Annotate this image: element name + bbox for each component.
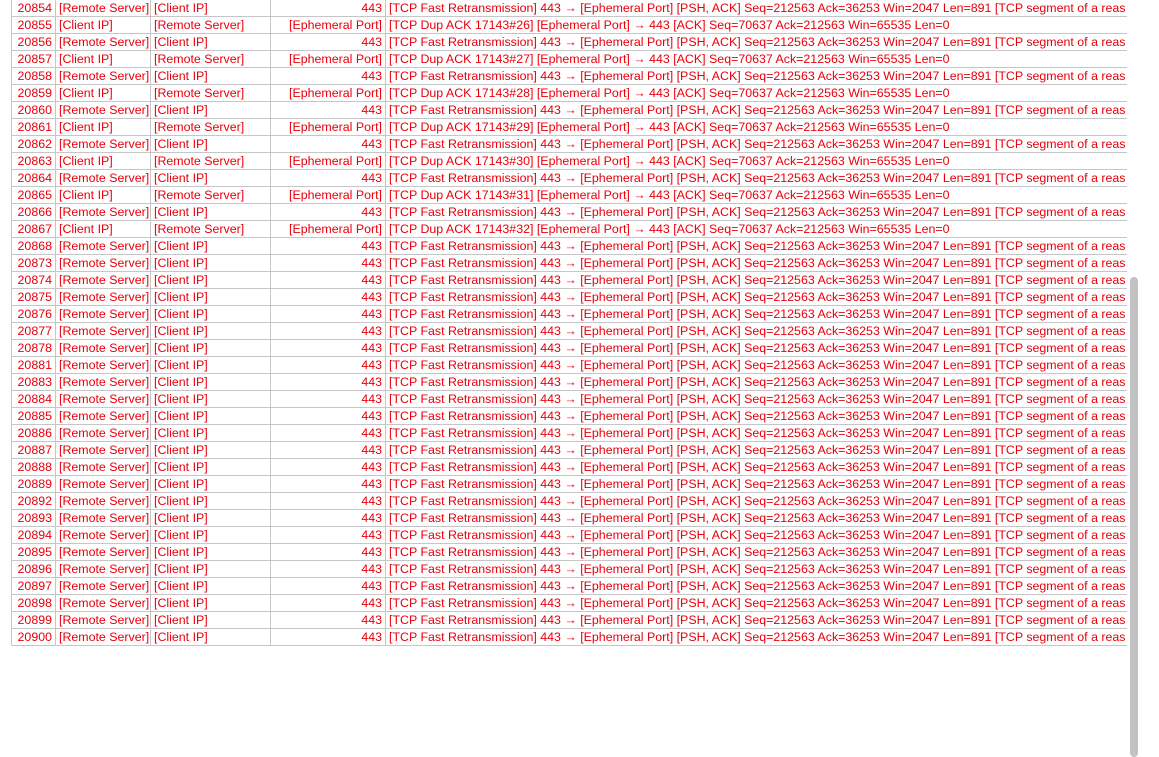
port-cell: 443 bbox=[271, 595, 386, 612]
info-cell: [TCP Fast Retransmission] 443 → [Ephemeral Port] [PSH, ACK] Seq=212563 Ack=36253 Win=2047 Len=891 [TCP segment of a reas bbox=[386, 289, 1128, 306]
table-row[interactable] bbox=[12, 68, 1128, 85]
table-row[interactable] bbox=[12, 85, 1128, 102]
destination-cell: [Client IP] bbox=[151, 102, 271, 119]
info-cell: [TCP Fast Retransmission] 443 → [Ephemeral Port] [PSH, ACK] Seq=212563 Ack=36253 Win=2047 Len=891 [TCP segment of a reas bbox=[386, 272, 1128, 289]
packet-number-cell: 20884 bbox=[12, 391, 56, 408]
source-cell: [Remote Server] bbox=[56, 459, 151, 476]
table-row[interactable] bbox=[12, 272, 1128, 289]
source-cell: [Remote Server] bbox=[56, 612, 151, 629]
port-cell: 443 bbox=[271, 340, 386, 357]
table-row[interactable] bbox=[12, 0, 1128, 17]
source-cell: [Remote Server] bbox=[56, 170, 151, 187]
destination-cell: [Client IP] bbox=[151, 629, 271, 646]
info-cell: [TCP Dup ACK 17143#30] [Ephemeral Port] → 443 [ACK] Seq=70637 Ack=212563 Win=65535 Len=0 bbox=[386, 153, 1128, 170]
info-cell: [TCP Fast Retransmission] 443 → [Ephemeral Port] [PSH, ACK] Seq=212563 Ack=36253 Win=2047 Len=891 [TCP segment of a reas bbox=[386, 612, 1128, 629]
destination-cell: [Client IP] bbox=[151, 612, 271, 629]
info-cell: [TCP Fast Retransmission] 443 → [Ephemeral Port] [PSH, ACK] Seq=212563 Ack=36253 Win=2047 Len=891 [TCP segment of a reas bbox=[386, 102, 1128, 119]
packet-list-table bbox=[11, 0, 1127, 646]
port-cell: 443 bbox=[271, 510, 386, 527]
packet-number-cell: 20892 bbox=[12, 493, 56, 510]
packet-number-cell: 20888 bbox=[12, 459, 56, 476]
destination-cell: [Client IP] bbox=[151, 493, 271, 510]
source-cell: [Remote Server] bbox=[56, 476, 151, 493]
destination-cell: [Remote Server] bbox=[151, 17, 271, 34]
destination-cell: [Client IP] bbox=[151, 476, 271, 493]
source-cell: [Remote Server] bbox=[56, 493, 151, 510]
port-cell: 443 bbox=[271, 425, 386, 442]
destination-cell: [Client IP] bbox=[151, 306, 271, 323]
destination-cell: [Client IP] bbox=[151, 527, 271, 544]
packet-number-cell: 20860 bbox=[12, 102, 56, 119]
source-cell: [Remote Server] bbox=[56, 578, 151, 595]
info-cell: [TCP Fast Retransmission] 443 → [Ephemeral Port] [PSH, ACK] Seq=212563 Ack=36253 Win=2047 Len=891 [TCP segment of a reas bbox=[386, 0, 1128, 17]
table-row[interactable] bbox=[12, 459, 1128, 476]
packet-number-cell: 20898 bbox=[12, 595, 56, 612]
packet-number-cell: 20875 bbox=[12, 289, 56, 306]
port-cell: 443 bbox=[271, 527, 386, 544]
port-cell: 443 bbox=[271, 391, 386, 408]
table-row[interactable] bbox=[12, 476, 1128, 493]
info-cell: [TCP Fast Retransmission] 443 → [Ephemeral Port] [PSH, ACK] Seq=212563 Ack=36253 Win=2047 Len=891 [TCP segment of a reas bbox=[386, 374, 1128, 391]
destination-cell: [Client IP] bbox=[151, 425, 271, 442]
destination-cell: [Client IP] bbox=[151, 459, 271, 476]
port-cell: 443 bbox=[271, 306, 386, 323]
source-cell: [Remote Server] bbox=[56, 204, 151, 221]
destination-cell: [Client IP] bbox=[151, 272, 271, 289]
source-cell: [Client IP] bbox=[56, 187, 151, 204]
destination-cell: [Client IP] bbox=[151, 544, 271, 561]
info-cell: [TCP Fast Retransmission] 443 → [Ephemeral Port] [PSH, ACK] Seq=212563 Ack=36253 Win=2047 Len=891 [TCP segment of a reas bbox=[386, 238, 1128, 255]
packet-number-cell: 20894 bbox=[12, 527, 56, 544]
port-cell: [Ephemeral Port] bbox=[271, 187, 386, 204]
port-cell: [Ephemeral Port] bbox=[271, 119, 386, 136]
info-cell: [TCP Fast Retransmission] 443 → [Ephemeral Port] [PSH, ACK] Seq=212563 Ack=36253 Win=2047 Len=891 [TCP segment of a reas bbox=[386, 476, 1128, 493]
info-cell: [TCP Fast Retransmission] 443 → [Ephemeral Port] [PSH, ACK] Seq=212563 Ack=36253 Win=2047 Len=891 [TCP segment of a reas bbox=[386, 459, 1128, 476]
packet-number-cell: 20858 bbox=[12, 68, 56, 85]
info-cell: [TCP Fast Retransmission] 443 → [Ephemeral Port] [PSH, ACK] Seq=212563 Ack=36253 Win=2047 Len=891 [TCP segment of a reas bbox=[386, 136, 1128, 153]
source-cell: [Remote Server] bbox=[56, 272, 151, 289]
source-cell: [Remote Server] bbox=[56, 561, 151, 578]
info-cell: [TCP Fast Retransmission] 443 → [Ephemeral Port] [PSH, ACK] Seq=212563 Ack=36253 Win=2047 Len=891 [TCP segment of a reas bbox=[386, 340, 1128, 357]
info-cell: [TCP Fast Retransmission] 443 → [Ephemeral Port] [PSH, ACK] Seq=212563 Ack=36253 Win=2047 Len=891 [TCP segment of a reas bbox=[386, 510, 1128, 527]
table-row[interactable] bbox=[12, 408, 1128, 425]
packet-number-cell: 20865 bbox=[12, 187, 56, 204]
destination-cell: [Client IP] bbox=[151, 238, 271, 255]
table-row[interactable] bbox=[12, 374, 1128, 391]
table-row[interactable] bbox=[12, 561, 1128, 578]
table-row[interactable] bbox=[12, 493, 1128, 510]
info-cell: [TCP Fast Retransmission] 443 → [Ephemeral Port] [PSH, ACK] Seq=212563 Ack=36253 Win=2047 Len=891 [TCP segment of a reas bbox=[386, 442, 1128, 459]
destination-cell: [Remote Server] bbox=[151, 85, 271, 102]
info-cell: [TCP Dup ACK 17143#29] [Ephemeral Port] → 443 [ACK] Seq=70637 Ack=212563 Win=65535 Len=0 bbox=[386, 119, 1128, 136]
source-cell: [Remote Server] bbox=[56, 34, 151, 51]
table-row[interactable] bbox=[12, 442, 1128, 459]
packet-number-cell: 20889 bbox=[12, 476, 56, 493]
destination-cell: [Client IP] bbox=[151, 340, 271, 357]
info-cell: [TCP Dup ACK 17143#27] [Ephemeral Port] → 443 [ACK] Seq=70637 Ack=212563 Win=65535 Len=0 bbox=[386, 51, 1128, 68]
packet-number-cell: 20859 bbox=[12, 85, 56, 102]
port-cell: 443 bbox=[271, 629, 386, 646]
source-cell: [Remote Server] bbox=[56, 102, 151, 119]
destination-cell: [Client IP] bbox=[151, 136, 271, 153]
info-cell: [TCP Fast Retransmission] 443 → [Ephemeral Port] [PSH, ACK] Seq=212563 Ack=36253 Win=2047 Len=891 [TCP segment of a reas bbox=[386, 68, 1128, 85]
source-cell: [Remote Server] bbox=[56, 238, 151, 255]
table-row[interactable] bbox=[12, 510, 1128, 527]
source-cell: [Remote Server] bbox=[56, 323, 151, 340]
table-row[interactable] bbox=[12, 221, 1128, 238]
packet-number-cell: 20900 bbox=[12, 629, 56, 646]
table-row[interactable] bbox=[12, 119, 1128, 136]
destination-cell: [Remote Server] bbox=[151, 221, 271, 238]
info-cell: [TCP Fast Retransmission] 443 → [Ephemeral Port] [PSH, ACK] Seq=212563 Ack=36253 Win=2047 Len=891 [TCP segment of a reas bbox=[386, 544, 1128, 561]
port-cell: 443 bbox=[271, 612, 386, 629]
source-cell: [Client IP] bbox=[56, 119, 151, 136]
destination-cell: [Client IP] bbox=[151, 204, 271, 221]
source-cell: [Remote Server] bbox=[56, 340, 151, 357]
info-cell: [TCP Fast Retransmission] 443 → [Ephemeral Port] [PSH, ACK] Seq=212563 Ack=36253 Win=2047 Len=891 [TCP segment of a reas bbox=[386, 527, 1128, 544]
table-row[interactable] bbox=[12, 629, 1128, 646]
packet-number-cell: 20868 bbox=[12, 238, 56, 255]
packet-number-cell: 20897 bbox=[12, 578, 56, 595]
packet-number-cell: 20874 bbox=[12, 272, 56, 289]
table-row[interactable] bbox=[12, 323, 1128, 340]
table-row[interactable] bbox=[12, 136, 1128, 153]
source-cell: [Remote Server] bbox=[56, 425, 151, 442]
packet-number-cell: 20861 bbox=[12, 119, 56, 136]
table-row[interactable] bbox=[12, 340, 1128, 357]
info-cell: [TCP Fast Retransmission] 443 → [Ephemeral Port] [PSH, ACK] Seq=212563 Ack=36253 Win=2047 Len=891 [TCP segment of a reas bbox=[386, 629, 1128, 646]
port-cell: 443 bbox=[271, 68, 386, 85]
packet-number-cell: 20895 bbox=[12, 544, 56, 561]
port-cell: 443 bbox=[271, 102, 386, 119]
packet-number-cell: 20854 bbox=[12, 0, 56, 17]
port-cell: 443 bbox=[271, 272, 386, 289]
scrollbar-thumb[interactable] bbox=[1130, 277, 1138, 757]
info-cell: [TCP Fast Retransmission] 443 → [Ephemeral Port] [PSH, ACK] Seq=212563 Ack=36253 Win=2047 Len=891 [TCP segment of a reas bbox=[386, 493, 1128, 510]
packet-number-cell: 20893 bbox=[12, 510, 56, 527]
packet-number-cell: 20885 bbox=[12, 408, 56, 425]
port-cell: 443 bbox=[271, 238, 386, 255]
port-cell: 443 bbox=[271, 374, 386, 391]
port-cell: [Ephemeral Port] bbox=[271, 221, 386, 238]
destination-cell: [Remote Server] bbox=[151, 119, 271, 136]
port-cell: [Ephemeral Port] bbox=[271, 17, 386, 34]
source-cell: [Remote Server] bbox=[56, 629, 151, 646]
table-row[interactable] bbox=[12, 170, 1128, 187]
table-row[interactable] bbox=[12, 238, 1128, 255]
source-cell: [Remote Server] bbox=[56, 442, 151, 459]
packet-number-cell: 20863 bbox=[12, 153, 56, 170]
table-row[interactable] bbox=[12, 595, 1128, 612]
info-cell: [TCP Fast Retransmission] 443 → [Ephemeral Port] [PSH, ACK] Seq=212563 Ack=36253 Win=2047 Len=891 [TCP segment of a reas bbox=[386, 391, 1128, 408]
info-cell: [TCP Fast Retransmission] 443 → [Ephemeral Port] [PSH, ACK] Seq=212563 Ack=36253 Win=2047 Len=891 [TCP segment of a reas bbox=[386, 561, 1128, 578]
source-cell: [Client IP] bbox=[56, 221, 151, 238]
port-cell: 443 bbox=[271, 289, 386, 306]
table-row[interactable] bbox=[12, 17, 1128, 34]
info-cell: [TCP Dup ACK 17143#32] [Ephemeral Port] → 443 [ACK] Seq=70637 Ack=212563 Win=65535 Len=0 bbox=[386, 221, 1128, 238]
packet-number-cell: 20866 bbox=[12, 204, 56, 221]
destination-cell: [Client IP] bbox=[151, 510, 271, 527]
source-cell: [Remote Server] bbox=[56, 255, 151, 272]
destination-cell: [Client IP] bbox=[151, 255, 271, 272]
packet-number-cell: 20883 bbox=[12, 374, 56, 391]
destination-cell: [Client IP] bbox=[151, 34, 271, 51]
source-cell: [Remote Server] bbox=[56, 527, 151, 544]
source-cell: [Remote Server] bbox=[56, 391, 151, 408]
info-cell: [TCP Dup ACK 17143#28] [Ephemeral Port] → 443 [ACK] Seq=70637 Ack=212563 Win=65535 Len=0 bbox=[386, 85, 1128, 102]
table-row[interactable] bbox=[12, 544, 1128, 561]
port-cell: 443 bbox=[271, 544, 386, 561]
packet-number-cell: 20896 bbox=[12, 561, 56, 578]
table-row[interactable] bbox=[12, 527, 1128, 544]
info-cell: [TCP Fast Retransmission] 443 → [Ephemeral Port] [PSH, ACK] Seq=212563 Ack=36253 Win=2047 Len=891 [TCP segment of a reas bbox=[386, 578, 1128, 595]
info-cell: [TCP Fast Retransmission] 443 → [Ephemeral Port] [PSH, ACK] Seq=212563 Ack=36253 Win=2047 Len=891 [TCP segment of a reas bbox=[386, 34, 1128, 51]
table-row[interactable] bbox=[12, 578, 1128, 595]
source-cell: [Remote Server] bbox=[56, 357, 151, 374]
info-cell: [TCP Fast Retransmission] 443 → [Ephemeral Port] [PSH, ACK] Seq=212563 Ack=36253 Win=2047 Len=891 [TCP segment of a reas bbox=[386, 306, 1128, 323]
source-cell: [Client IP] bbox=[56, 51, 151, 68]
source-cell: [Remote Server] bbox=[56, 544, 151, 561]
table-row[interactable] bbox=[12, 153, 1128, 170]
port-cell: 443 bbox=[271, 136, 386, 153]
source-cell: [Remote Server] bbox=[56, 374, 151, 391]
destination-cell: [Client IP] bbox=[151, 170, 271, 187]
table-row[interactable] bbox=[12, 187, 1128, 204]
destination-cell: [Client IP] bbox=[151, 595, 271, 612]
packet-number-cell: 20877 bbox=[12, 323, 56, 340]
packet-number-cell: 20862 bbox=[12, 136, 56, 153]
info-cell: [TCP Fast Retransmission] 443 → [Ephemeral Port] [PSH, ACK] Seq=212563 Ack=36253 Win=2047 Len=891 [TCP segment of a reas bbox=[386, 357, 1128, 374]
port-cell: 443 bbox=[271, 323, 386, 340]
source-cell: [Remote Server] bbox=[56, 136, 151, 153]
port-cell: 443 bbox=[271, 493, 386, 510]
destination-cell: [Remote Server] bbox=[151, 153, 271, 170]
source-cell: [Client IP] bbox=[56, 153, 151, 170]
table-row[interactable] bbox=[12, 102, 1128, 119]
table-row[interactable] bbox=[12, 425, 1128, 442]
table-row[interactable] bbox=[12, 51, 1128, 68]
table-row[interactable] bbox=[12, 357, 1128, 374]
source-cell: [Remote Server] bbox=[56, 0, 151, 17]
destination-cell: [Client IP] bbox=[151, 442, 271, 459]
port-cell: 443 bbox=[271, 34, 386, 51]
port-cell: 443 bbox=[271, 476, 386, 493]
port-cell: 443 bbox=[271, 578, 386, 595]
packet-number-cell: 20876 bbox=[12, 306, 56, 323]
port-cell: [Ephemeral Port] bbox=[271, 153, 386, 170]
destination-cell: [Client IP] bbox=[151, 357, 271, 374]
source-cell: [Client IP] bbox=[56, 85, 151, 102]
packet-number-cell: 20881 bbox=[12, 357, 56, 374]
info-cell: [TCP Fast Retransmission] 443 → [Ephemeral Port] [PSH, ACK] Seq=212563 Ack=36253 Win=2047 Len=891 [TCP segment of a reas bbox=[386, 425, 1128, 442]
port-cell: 443 bbox=[271, 0, 386, 17]
packet-number-cell: 20887 bbox=[12, 442, 56, 459]
table-row[interactable] bbox=[12, 306, 1128, 323]
vertical-scrollbar[interactable] bbox=[1127, 0, 1159, 752]
packet-number-cell: 20855 bbox=[12, 17, 56, 34]
source-cell: [Remote Server] bbox=[56, 306, 151, 323]
port-cell: 443 bbox=[271, 170, 386, 187]
destination-cell: [Client IP] bbox=[151, 408, 271, 425]
destination-cell: [Client IP] bbox=[151, 391, 271, 408]
packet-number-cell: 20878 bbox=[12, 340, 56, 357]
destination-cell: [Client IP] bbox=[151, 289, 271, 306]
table-row[interactable] bbox=[12, 391, 1128, 408]
destination-cell: [Client IP] bbox=[151, 68, 271, 85]
table-row[interactable] bbox=[12, 204, 1128, 221]
port-cell: 443 bbox=[271, 408, 386, 425]
info-cell: [TCP Fast Retransmission] 443 → [Ephemeral Port] [PSH, ACK] Seq=212563 Ack=36253 Win=2047 Len=891 [TCP segment of a reas bbox=[386, 323, 1128, 340]
port-cell: 443 bbox=[271, 357, 386, 374]
info-cell: [TCP Fast Retransmission] 443 → [Ephemeral Port] [PSH, ACK] Seq=212563 Ack=36253 Win=2047 Len=891 [TCP segment of a reas bbox=[386, 595, 1128, 612]
table-row[interactable] bbox=[12, 289, 1128, 306]
destination-cell: [Remote Server] bbox=[151, 51, 271, 68]
source-cell: [Remote Server] bbox=[56, 595, 151, 612]
info-cell: [TCP Dup ACK 17143#31] [Ephemeral Port] → 443 [ACK] Seq=70637 Ack=212563 Win=65535 Len=0 bbox=[386, 187, 1128, 204]
info-cell: [TCP Fast Retransmission] 443 → [Ephemeral Port] [PSH, ACK] Seq=212563 Ack=36253 Win=2047 Len=891 [TCP segment of a reas bbox=[386, 170, 1128, 187]
packet-number-cell: 20873 bbox=[12, 255, 56, 272]
packet-number-cell: 20864 bbox=[12, 170, 56, 187]
info-cell: [TCP Fast Retransmission] 443 → [Ephemeral Port] [PSH, ACK] Seq=212563 Ack=36253 Win=2047 Len=891 [TCP segment of a reas bbox=[386, 408, 1128, 425]
source-cell: [Remote Server] bbox=[56, 68, 151, 85]
source-cell: [Remote Server] bbox=[56, 510, 151, 527]
port-cell: 443 bbox=[271, 442, 386, 459]
table-row[interactable] bbox=[12, 34, 1128, 51]
source-cell: [Remote Server] bbox=[56, 289, 151, 306]
table-row[interactable] bbox=[12, 612, 1128, 629]
destination-cell: [Remote Server] bbox=[151, 187, 271, 204]
destination-cell: [Client IP] bbox=[151, 323, 271, 340]
port-cell: 443 bbox=[271, 561, 386, 578]
source-cell: [Remote Server] bbox=[56, 408, 151, 425]
table-row[interactable] bbox=[12, 255, 1128, 272]
packet-list-body bbox=[12, 0, 1128, 646]
info-cell: [TCP Dup ACK 17143#26] [Ephemeral Port] → 443 [ACK] Seq=70637 Ack=212563 Win=65535 Len=0 bbox=[386, 17, 1128, 34]
destination-cell: [Client IP] bbox=[151, 0, 271, 17]
destination-cell: [Client IP] bbox=[151, 561, 271, 578]
port-cell: [Ephemeral Port] bbox=[271, 85, 386, 102]
port-cell: [Ephemeral Port] bbox=[271, 51, 386, 68]
destination-cell: [Client IP] bbox=[151, 374, 271, 391]
info-cell: [TCP Fast Retransmission] 443 → [Ephemeral Port] [PSH, ACK] Seq=212563 Ack=36253 Win=2047 Len=891 [TCP segment of a reas bbox=[386, 204, 1128, 221]
port-cell: 443 bbox=[271, 459, 386, 476]
port-cell: 443 bbox=[271, 255, 386, 272]
packet-number-cell: 20867 bbox=[12, 221, 56, 238]
source-cell: [Client IP] bbox=[56, 17, 151, 34]
packet-number-cell: 20856 bbox=[12, 34, 56, 51]
port-cell: 443 bbox=[271, 204, 386, 221]
info-cell: [TCP Fast Retransmission] 443 → [Ephemeral Port] [PSH, ACK] Seq=212563 Ack=36253 Win=2047 Len=891 [TCP segment of a reas bbox=[386, 255, 1128, 272]
packet-number-cell: 20857 bbox=[12, 51, 56, 68]
packet-number-cell: 20899 bbox=[12, 612, 56, 629]
destination-cell: [Client IP] bbox=[151, 578, 271, 595]
packet-number-cell: 20886 bbox=[12, 425, 56, 442]
